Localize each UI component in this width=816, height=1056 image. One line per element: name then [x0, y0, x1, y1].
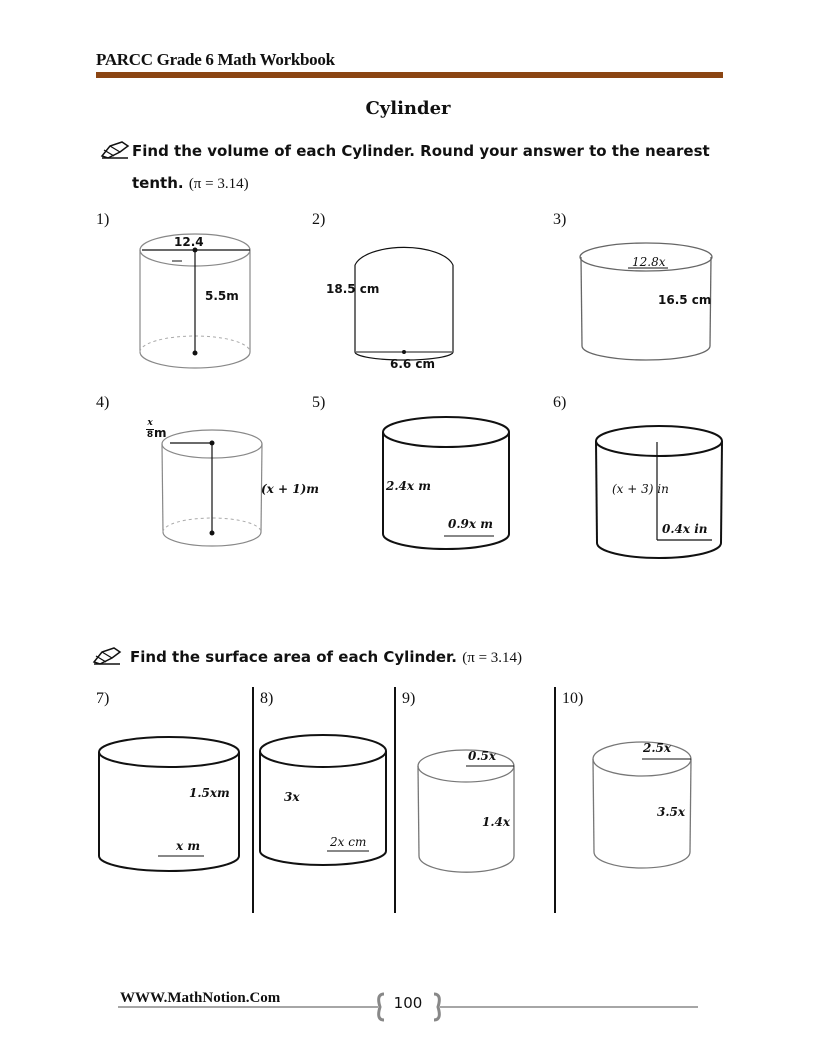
- problem-8-label-a-text: 3x: [284, 790, 300, 804]
- problem-5-label-b: [448, 517, 493, 531]
- column-divider-1: [252, 687, 254, 913]
- surface-instruction: [130, 642, 522, 673]
- problem-8-label-a: [284, 790, 300, 804]
- problem-10-label-a-text: 2.5x: [643, 741, 672, 755]
- problem-2-label-b: 6.6 cm: [390, 357, 436, 371]
- problem-1-number: 1): [96, 211, 110, 228]
- problem-9-label-b: [482, 815, 510, 829]
- problem-4-fraction-num: x: [147, 418, 153, 428]
- cylinder-figure-4: [160, 426, 266, 556]
- problem-3-label-b: 16.5 cm: [658, 293, 712, 307]
- volume-pi-note: (π = 3.14): [188, 176, 249, 192]
- cylinder-figure-8: [257, 733, 391, 871]
- problem-4-label-a: [146, 418, 154, 440]
- problem-10-label-a: [643, 741, 671, 755]
- surface-instruction-text: Find the surface area of each Cylinder.: [130, 648, 458, 666]
- problem-1-label-a: 12.4: [174, 235, 204, 249]
- problem-4-number: 4): [96, 394, 110, 411]
- problem-7-label-b: [176, 839, 200, 853]
- problem-3-number: 3): [553, 211, 567, 228]
- header-rule: [96, 72, 723, 78]
- problem-7-label-a-text: 1.5xm: [189, 786, 230, 800]
- problem-3-label-a: [632, 255, 666, 269]
- problem-6-number: 6): [553, 394, 567, 411]
- problem-4-label-b: [261, 482, 319, 496]
- cylinder-figure-2: [350, 240, 460, 368]
- problem-9-label-a-text: 0.5x: [468, 749, 497, 763]
- problem-1-label-b: 5.5m: [205, 289, 239, 303]
- column-divider-3: [554, 687, 556, 913]
- problem-5-label-a: [386, 479, 431, 493]
- problem-7-label-a: [189, 786, 230, 800]
- volume-instruction-line2: [132, 168, 249, 199]
- column-divider-2: [394, 687, 396, 913]
- problem-10-number: 10): [562, 690, 584, 707]
- workbook-title: PARCC Grade 6 Math Workbook: [96, 50, 335, 69]
- problem-10-label-b-text: 3.5x: [657, 805, 686, 819]
- problem-8-label-b: [330, 835, 366, 849]
- problem-6-label-b-text: 0.4x in: [662, 522, 708, 536]
- page-title: Cylinder: [365, 98, 451, 119]
- footer-site: WWW.MathNotion.Com: [120, 990, 281, 1006]
- volume-instruction-line1: Find the volume of each Cylinder. Round your answer to the nearest: [132, 142, 710, 160]
- problem-5-label-b-text: 0.9x m: [448, 517, 493, 531]
- volume-instruction-word: tenth.: [132, 174, 184, 192]
- problem-5-label-a-text: 2.4x m: [386, 479, 431, 493]
- problem-5-number: 5): [312, 394, 326, 411]
- problem-8-number: 8): [260, 690, 274, 707]
- pencil-hand-icon: [92, 644, 122, 666]
- problem-6-label-a: [612, 482, 669, 496]
- problem-9-label-b-text: 1.4x: [482, 815, 511, 829]
- problem-7-number: 7): [96, 690, 110, 707]
- problem-7-label-b-text: x m: [176, 839, 201, 853]
- problem-4-label-b-text: (x + 1)m: [261, 482, 319, 496]
- page-number: 100: [393, 994, 423, 1012]
- problem-2-number: 2): [312, 211, 326, 228]
- problem-6-label-b: [662, 522, 708, 536]
- pencil-hand-icon: [100, 138, 130, 160]
- problem-4-fraction-den: 8: [146, 430, 154, 440]
- cylinder-figure-7: [96, 735, 244, 875]
- problem-4-label-a-unit: m: [154, 426, 167, 440]
- problem-6-label-a-text: (x + 3) in: [612, 482, 669, 496]
- cylinder-figure-9: [416, 748, 520, 876]
- problem-8-label-b-text: 2x cm: [330, 835, 367, 849]
- problem-10-label-b: [657, 805, 685, 819]
- problem-3-label-a-text: 12.8x: [632, 255, 666, 269]
- problem-2-label-a: 18.5 cm: [326, 282, 380, 296]
- problem-9-number: 9): [402, 690, 416, 707]
- problem-9-label-a: [468, 749, 496, 763]
- surface-pi-note: (π = 3.14): [462, 650, 523, 666]
